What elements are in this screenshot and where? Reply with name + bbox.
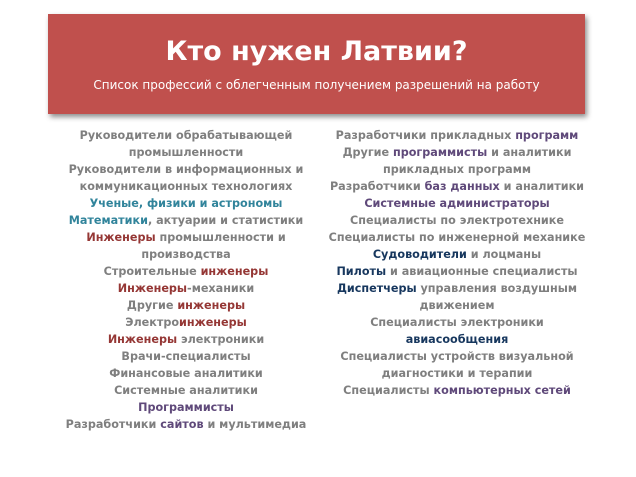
profession-text: коммуникационных технологиях xyxy=(79,180,293,193)
profession-line xyxy=(318,365,596,382)
highlighted-keyword: Инженеры xyxy=(86,231,156,244)
profession-text: Разработчики прикладных xyxy=(335,129,516,142)
profession-line xyxy=(58,263,314,280)
profession-line xyxy=(318,229,596,246)
profession-line xyxy=(318,127,596,144)
profession-line xyxy=(58,416,314,433)
profession-text: Специалисты электроники xyxy=(370,316,544,329)
profession-line xyxy=(58,195,314,212)
profession-text: Специалисты по инженерной механике xyxy=(328,231,586,244)
profession-text: Разработчики xyxy=(65,418,161,431)
profession-text: промышленности и xyxy=(155,231,286,244)
profession-text: промышленности xyxy=(128,146,244,159)
title-banner xyxy=(48,14,585,114)
profession-text: Строительные xyxy=(103,265,201,278)
profession-line xyxy=(318,178,596,195)
highlighted-keyword: Инженеры xyxy=(117,282,188,295)
profession-text: Другие xyxy=(342,146,393,159)
profession-text: диагностики и терапии xyxy=(381,367,533,380)
profession-text: производства xyxy=(141,248,231,261)
highlighted-keyword: сайтов xyxy=(160,418,204,431)
profession-text: и авиационные специалисты xyxy=(386,265,578,278)
profession-line xyxy=(318,297,596,314)
profession-line xyxy=(318,280,596,297)
highlighted-keyword: Судоводители xyxy=(372,248,467,261)
profession-line xyxy=(318,212,596,229)
profession-text: Специалисты устройств визуальной xyxy=(340,350,574,363)
profession-line xyxy=(318,195,596,212)
profession-line xyxy=(58,178,314,195)
profession-line xyxy=(318,263,596,280)
profession-line xyxy=(58,365,314,382)
highlighted-keyword: инженеры xyxy=(179,316,247,329)
highlighted-keyword: баз данных xyxy=(424,180,500,193)
profession-text: Специалисты по электротехнике xyxy=(350,214,564,227)
profession-text: Специалисты xyxy=(343,384,434,397)
profession-text: и мультимедиа xyxy=(203,418,307,431)
highlighted-keyword: Программисты xyxy=(138,401,234,414)
profession-line xyxy=(318,161,596,178)
highlighted-keyword: программ xyxy=(515,129,579,142)
profession-text: Руководители в информационных и xyxy=(68,163,304,176)
profession-text: -механики xyxy=(187,282,255,295)
profession-line xyxy=(58,314,314,331)
profession-line xyxy=(58,212,314,229)
profession-text: Системные аналитики xyxy=(114,384,258,397)
highlighted-keyword: Пилоты xyxy=(336,265,387,278)
profession-text: прикладных программ xyxy=(382,163,532,176)
highlighted-keyword: инженеры xyxy=(200,265,269,278)
profession-line xyxy=(58,399,314,416)
profession-line xyxy=(58,348,314,365)
profession-line xyxy=(58,127,314,144)
profession-line xyxy=(58,280,314,297)
profession-text: Финансовые аналитики xyxy=(109,367,263,380)
profession-line xyxy=(58,331,314,348)
profession-text: движением xyxy=(419,299,495,312)
profession-text: электроники xyxy=(177,333,265,346)
highlighted-keyword: программисты xyxy=(393,146,488,159)
profession-line xyxy=(318,144,596,161)
profession-text: и аналитики xyxy=(487,146,572,159)
profession-line xyxy=(318,246,596,263)
highlighted-keyword: инженеры xyxy=(177,299,246,312)
profession-text: управления воздушным xyxy=(416,282,578,295)
highlighted-keyword: Ученые, физики и астрономы xyxy=(89,197,283,210)
highlighted-keyword: компьютерных сетей xyxy=(433,384,571,397)
profession-line xyxy=(58,144,314,161)
profession-text: Электро xyxy=(125,316,180,329)
highlighted-keyword: Инженеры xyxy=(107,333,178,346)
slide-title: Кто нужен Латвии? xyxy=(165,36,468,67)
profession-text: Врачи-специалисты xyxy=(121,350,251,363)
profession-line xyxy=(58,246,314,263)
profession-text: Другие xyxy=(126,299,178,312)
profession-text: и лоцманы xyxy=(466,248,542,261)
left-profession-list xyxy=(58,127,314,433)
profession-line xyxy=(318,331,596,348)
profession-line xyxy=(58,229,314,246)
profession-line xyxy=(318,348,596,365)
profession-text: Руководители обрабатывающей xyxy=(79,129,293,142)
profession-text: , актуарии и статистики xyxy=(147,214,304,227)
profession-text: Разработчики xyxy=(329,180,425,193)
profession-text: и аналитики xyxy=(499,180,585,193)
right-profession-list xyxy=(318,127,596,399)
profession-line xyxy=(318,382,596,399)
profession-line xyxy=(58,297,314,314)
highlighted-keyword: Системные администраторы xyxy=(364,197,550,210)
profession-line xyxy=(58,161,314,178)
highlighted-keyword: авиасообщения xyxy=(405,333,509,346)
profession-line xyxy=(318,314,596,331)
highlighted-keyword: Диспетчеры xyxy=(336,282,417,295)
slide-subtitle: Список профессий с облегченным получением разрешений на работу xyxy=(93,78,540,92)
profession-line xyxy=(58,382,314,399)
highlighted-keyword: Математики xyxy=(68,214,148,227)
